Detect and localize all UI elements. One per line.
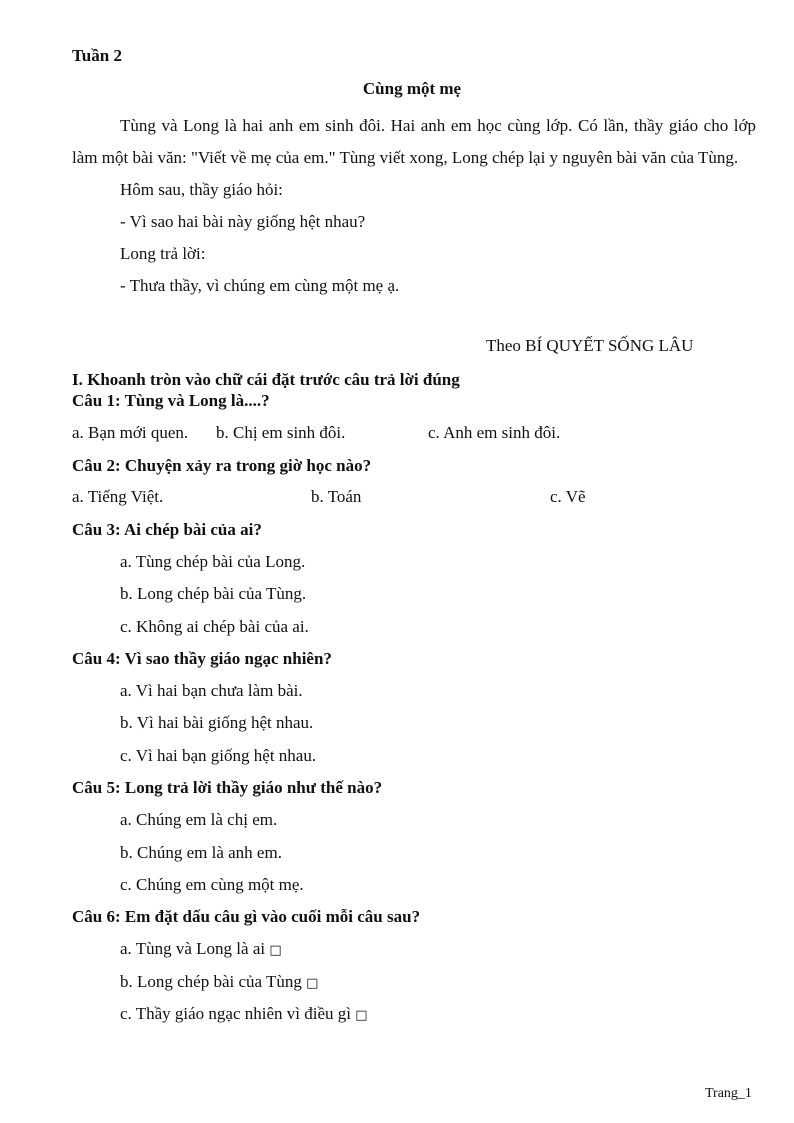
q5-option-a[interactable]: a. Chúng em là chị em. <box>120 810 278 829</box>
q2-option-a[interactable]: a. Tiếng Việt. <box>72 487 164 506</box>
q4-option-a[interactable]: a. Vì hai bạn chưa làm bài. <box>120 681 303 700</box>
question-5: Câu 5: Long trả lời thầy giáo như thế nào? <box>72 778 383 797</box>
story-paragraph-5: - Thưa thầy, vì chúng em cùng một mẹ ạ. <box>120 276 400 295</box>
q4-option-b[interactable]: b. Vì hai bài giống hệt nhau. <box>120 713 314 732</box>
q5-option-b[interactable]: b. Chúng em là anh em. <box>120 843 282 862</box>
q1-option-c[interactable]: c. Anh em sinh đôi. <box>428 423 561 442</box>
question-6: Câu 6: Em đặt dấu câu gì vào cuối mỗi câu sau? <box>72 907 421 926</box>
q5-option-c[interactable]: c. Chúng em cùng một mẹ. <box>120 875 304 894</box>
question-3: Câu 3: Ai chép bài của ai? <box>72 520 262 539</box>
story-paragraph-2: Hôm sau, thầy giáo hỏi: <box>120 180 283 199</box>
q2-option-b[interactable]: b. Toán <box>311 487 362 506</box>
story-title: Cùng một mẹ <box>362 79 462 98</box>
question-2: Câu 2: Chuyện xảy ra trong giờ học nào? <box>72 456 372 475</box>
q6-item-c <box>120 1004 368 1024</box>
q3-option-b[interactable]: b. Long chép bài của Tùng. <box>120 584 307 603</box>
question-4: Câu 4: Vì sao thầy giáo ngạc nhiên? <box>72 649 332 668</box>
answer-box-icon[interactable]: □ <box>355 1008 368 1023</box>
q1-option-b[interactable]: b. Chị em sinh đôi. <box>216 423 346 442</box>
q6-item-a-text: a. Tùng và Long là ai <box>120 939 266 958</box>
answer-box-icon[interactable]: □ <box>306 976 319 991</box>
question-1: Câu 1: Tùng và Long là....? <box>72 391 270 410</box>
page-number: Trang_1 <box>705 1086 752 1101</box>
week-label: Tuần 2 <box>72 46 122 65</box>
story-paragraph-1: Tùng và Long là hai anh em sinh đôi. Hai anh em học cùng lớp. Có lần, thầy giáo cho lớp làm một bài văn: "Viết về mẹ của em." Tùng viết xong, Long chép lại y nguyên bài văn của Tùng. <box>72 116 756 167</box>
story-source: Theo BÍ QUYẾT SỐNG LÂU <box>486 336 694 355</box>
q1-option-a[interactable]: a. Bạn mới quen. <box>72 423 189 442</box>
story-paragraph-4: Long trả lời: <box>120 244 206 263</box>
q6-item-a <box>120 939 282 959</box>
story-body <box>72 110 756 302</box>
section-heading: I. Khoanh tròn vào chữ cái đặt trước câu trả lời đúng <box>72 370 460 389</box>
q6-item-b <box>120 972 318 992</box>
q6-item-c-text: c. Thầy giáo ngạc nhiên vì điều gì <box>120 1004 352 1023</box>
q3-option-a[interactable]: a. Tùng chép bài của Long. <box>120 552 306 571</box>
q6-item-b-text: b. Long chép bài của Tùng <box>120 972 302 991</box>
q2-option-c[interactable]: c. Vẽ <box>550 487 586 506</box>
story-paragraph-3: - Vì sao hai bài này giống hệt nhau? <box>120 212 366 231</box>
answer-box-icon[interactable]: □ <box>269 943 282 958</box>
q4-option-c[interactable]: c. Vì hai bạn giống hệt nhau. <box>120 746 317 765</box>
q3-option-c[interactable]: c. Không ai chép bài của ai. <box>120 617 309 636</box>
